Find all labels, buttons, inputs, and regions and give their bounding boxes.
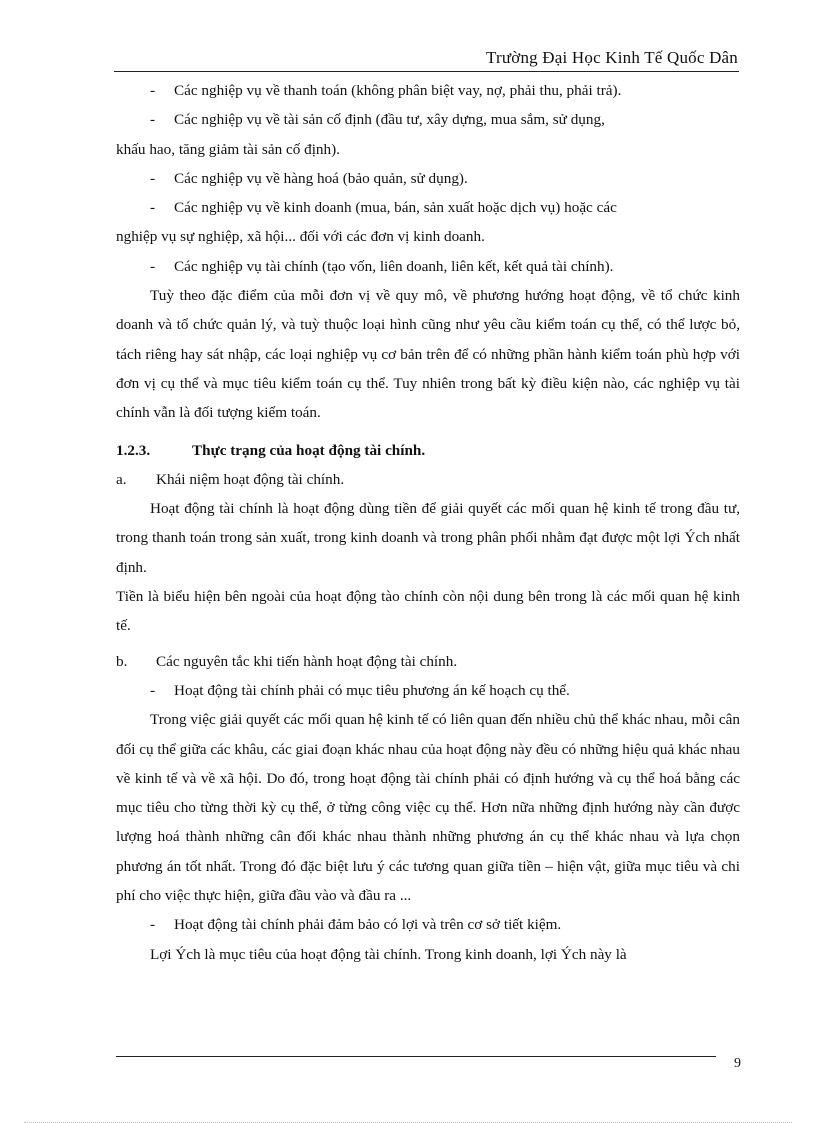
bullet-text: Các nghiệp vụ về kinh doanh (mua, bán, sản xuất hoặc dịch vụ) hoặc các — [174, 199, 617, 217]
footer-rule — [116, 1056, 716, 1057]
paragraph: Trong việc giải quyết các mối quan hệ kinh tế có liên quan đến nhiều chủ thể khác nhau, mỗi cân đối cụ thể giữa các khâu, các giai đoạn khác nhau của hoạt động này đều có những hiệu quả khác nhau về kinh tế và về xã hội. Do đó, trong hoạt động tài chính phải có định hướng và cụ thể hoá bằng các mục tiêu cho từng thời kỳ cụ thể, ở từng công việc cụ thể. Hơn nữa những định hướng này cần được lượng hoá thành những cân đối khác nhau thành những phương án cụ thể khác nhau và lựa chọn phương án tốt nhất. Trong đó đặc biệt lưu ý các tương quan giữa tiền – hiện vật, giữa mục tiêu và chi phí cho việc thực hiện, giữa đầu vào và đầu ra ... — [116, 711, 740, 905]
bullet-continuation: nghiệp vụ sự nghiệp, xã hội... đối với các đơn vị kinh doanh. — [116, 228, 485, 246]
bullet-continuation: khấu hao, tăng giảm tài sản cố định). — [116, 140, 340, 158]
subsection-a — [116, 465, 740, 494]
subsection-title: Các nguyên tắc khi tiến hành hoạt động tài chính. — [156, 652, 458, 670]
header-title: Trường Đại Học Kinh Tế Quốc Dân — [486, 48, 738, 67]
bullet-dash: - — [150, 916, 156, 934]
document-body — [116, 76, 740, 969]
paragraph: Tuỳ theo đặc điểm của mỗi đơn vị về quy mô, về phương hướng hoạt động, về tổ chức kinh doanh và tổ chức quản lý, và tuỳ thuộc loại hình cũng như yêu cầu kiểm toán cụ thể, có thể lược bỏ, tách riêng hay sát nhập, các loại nghiệp vụ cơ bản trên để có những phần hành kiểm toán phù hợp với đơn vị cụ thể và mục tiêu kiểm toán cụ thể. Tuy nhiên trong bất kỳ điều kiện nào, các nghiệp vụ tài chính vẫn là đối tượng kiểm toán. — [116, 287, 740, 422]
paragraph: Tiền là biểu hiện bên ngoài của hoạt động tào chính còn nội dung bên trong là các mối quan hệ kinh tế. — [116, 588, 740, 635]
list-item — [116, 252, 740, 281]
bullet-dash: - — [150, 111, 156, 129]
page-number: 9 — [734, 1056, 741, 1071]
subsection-title: Khái niệm hoạt động tài chính. — [156, 470, 345, 488]
header-rule — [114, 71, 739, 72]
section-title: Thực trạng của hoạt động tài chính. — [192, 441, 426, 459]
bullet-text: Các nghiệp vụ về tài sản cố định (đầu tư, xây dựng, mua sắm, sử dụng, — [174, 111, 605, 129]
list-item — [116, 76, 740, 105]
subsection-mark: b. — [116, 652, 128, 670]
bullet-dash: - — [150, 199, 156, 217]
list-item — [116, 910, 740, 939]
section-heading — [116, 436, 740, 465]
list-item — [116, 105, 740, 134]
subsection-mark: a. — [116, 470, 127, 488]
bullet-text: Các nghiệp vụ về thanh toán (không phân biệt vay, nợ, phải thu, phải trả). — [174, 82, 622, 99]
list-item — [116, 164, 740, 193]
bullet-dash: - — [150, 257, 156, 275]
paragraph: Lợi Ých là mục tiêu của hoạt động tài chính. Trong kinh doanh, lợi Ých này là — [150, 945, 627, 963]
list-item — [116, 676, 740, 705]
section-number: 1.2.3. — [116, 441, 151, 459]
bullet-text: Các nghiệp vụ tài chính (tạo vốn, liên doanh, liên kết, kết quả tài chính). — [174, 257, 614, 275]
subsection-b — [116, 647, 740, 676]
bullet-dash: - — [150, 681, 156, 699]
bullet-dash: - — [150, 169, 156, 187]
bullet-text: Các nghiệp vụ về hàng hoá (bảo quản, sử dụng). — [174, 169, 468, 187]
bullet-text: Hoạt động tài chính phải đảm bảo có lợi và trên cơ sở tiết kiệm. — [174, 916, 562, 934]
paragraph: Hoạt động tài chính là hoạt động dùng tiền để giải quyết các mối quan hệ kinh tế trong đầu tư, trong thanh toán trong sản xuất, trong kinh doanh và trong phân phối nhằm đạt được một lợi Ých nhất định. — [116, 500, 740, 576]
list-item — [116, 193, 740, 222]
bullet-dash: - — [150, 82, 156, 99]
bullet-text: Hoạt động tài chính phải có mục tiêu phương án kế hoạch cụ thể. — [174, 681, 570, 699]
